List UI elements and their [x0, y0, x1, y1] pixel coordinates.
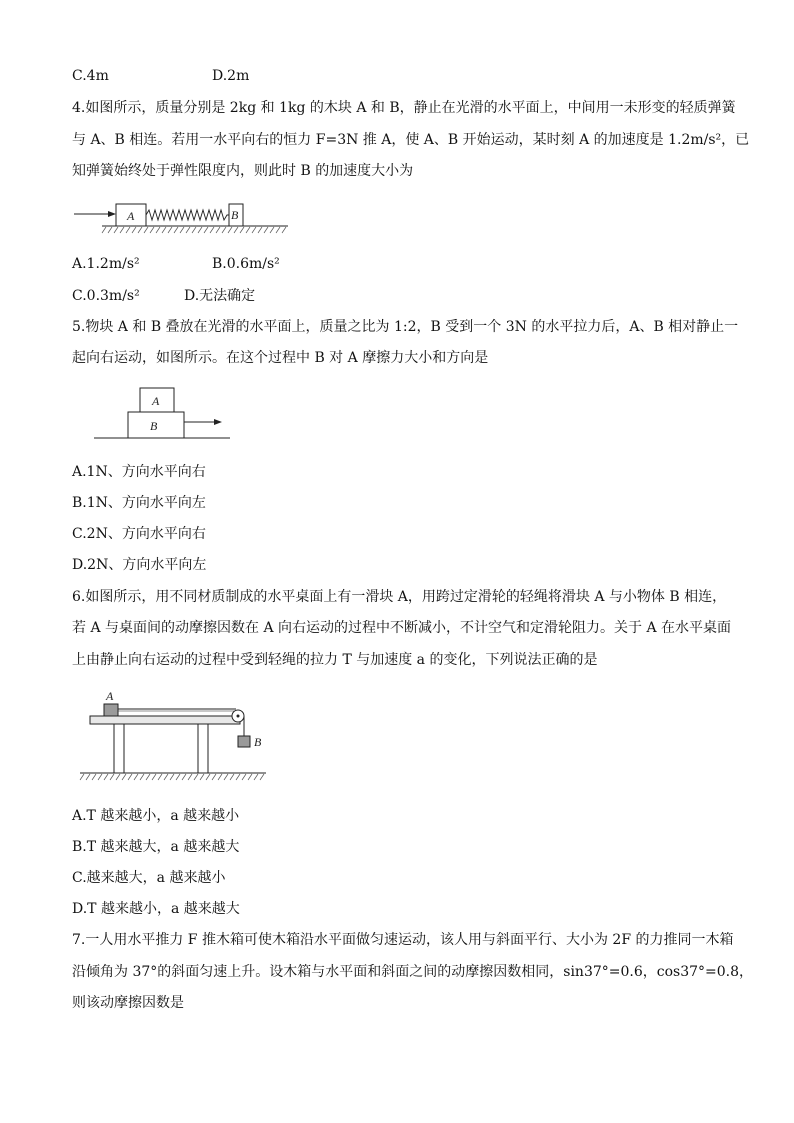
q4-option-d: D.无法确定 — [184, 288, 256, 304]
q5-stem-line-2: 起向右运动，如图所示。在这个过程中 B 对 A 摩擦力大小和方向是 — [72, 350, 489, 366]
q7-stem-line-1: 7.一人用水平推力 F 推木箱可使木箱沿水平面做匀速运动，该人用与斜面平行、大小为 2F 的力推同一木箱 — [72, 932, 734, 948]
q5-option-b: B.1N、方向水平向左 — [72, 495, 206, 511]
q5-option-c: C.2N、方向水平向右 — [72, 526, 206, 542]
q6-option-d: D.T 越来越小，a 越来越大 — [72, 901, 240, 917]
q4-option-b: B.0.6m/s² — [212, 256, 280, 272]
q5-option-a: A.1N、方向水平向右 — [72, 464, 206, 480]
q5-stacked-blocks-figure — [94, 384, 244, 444]
q6-option-a: A.T 越来越小，a 越来越小 — [72, 808, 240, 824]
q6-option-c: C.越来越大，a 越来越小 — [72, 870, 226, 886]
q4-stem-line-3: 知弹簧始终处于弹性限度内，则此时 B 的加速度大小为 — [72, 163, 414, 179]
q3-option-c: C.4m — [72, 68, 109, 84]
q6-stem-line-3: 上由静止向右运动的过程中受到轻绳的拉力 T 与加速度 a 的变化，下列说法正确的是 — [72, 652, 598, 668]
q6-object-b — [238, 736, 250, 747]
q4-option-c: C.0.3m/s² — [72, 288, 140, 304]
q6-option-b: B.T 越来越大，a 越来越大 — [72, 839, 240, 855]
q6-table-leg-left — [114, 724, 124, 773]
q5-label-a: A — [152, 394, 160, 408]
q4-spring — [146, 210, 229, 220]
q4-spring-figure — [72, 198, 292, 240]
q5-stem-line-1: 5.物块 A 和 B 叠放在光滑的水平面上，质量之比为 1:2，B 受到一个 3N 的水平拉力后，A、B 相对静止一 — [72, 319, 739, 335]
q6-slider-a — [104, 704, 118, 716]
q5-label-b: B — [150, 419, 158, 433]
q6-label-b: B — [254, 735, 262, 749]
q6-table-leg-right — [198, 724, 208, 773]
q6-table-pulley-figure — [80, 686, 270, 786]
q4-option-a: A.1.2m/s² — [72, 256, 140, 272]
q4-label-a: A — [127, 209, 135, 223]
q4-stem-line-2: 与 A、B 相连。若用一水平向右的恒力 F=3N 推 A，使 A、B 开始运动，某时刻 A 的加速度是 1.2m/s²，已 — [72, 132, 750, 148]
q3-option-d: D.2m — [212, 68, 250, 84]
q4-stem-line-1: 4.如图所示，质量分别是 2kg 和 1kg 的木块 A 和 B，静止在光滑的水平面上，中间用一未形变的轻质弹簧 — [72, 100, 736, 116]
q4-label-b: B — [231, 208, 239, 222]
q6-label-a: A — [106, 689, 114, 703]
q5-option-d: D.2N、方向水平向左 — [72, 557, 207, 573]
q6-table-top — [90, 716, 240, 724]
q6-stem-line-1: 6.如图所示，用不同材质制成的水平桌面上有一滑块 A，用跨过定滑轮的轻绳将滑块 A 与小物体 B 相连， — [72, 589, 727, 605]
q7-stem-line-2: 沿倾角为 37°的斜面匀速上升。设木箱与水平面和斜面之间的动摩擦因数相同，sin37°=0.6，cos37°=0.8， — [72, 964, 754, 980]
q7-stem-line-3: 则该动摩擦因数是 — [72, 995, 184, 1011]
q6-stem-line-2: 若 A 与桌面间的动摩擦因数在 A 向右运动的过程中不断减小，不计空气和定滑轮阻力。关于 A 在水平桌面 — [72, 620, 732, 636]
